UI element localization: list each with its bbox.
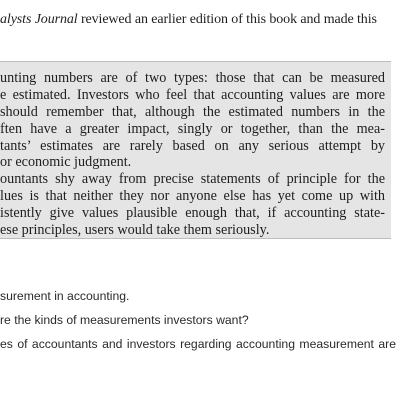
- quote-line: e estimated. Investors who feel that accounting values are more: [0, 86, 385, 103]
- question-item: es of accountants and investors regarding accounting measurement are: [0, 337, 396, 351]
- quotation-box: [0, 61, 391, 239]
- quote-line: should remember that, although the estimated numbers in the: [0, 103, 385, 120]
- quote-line: lues is that neither they nor anyone else has yet come up with: [0, 188, 385, 205]
- intro-paragraph: [0, 11, 377, 28]
- question-item: re the kinds of measurements investors want?: [0, 313, 249, 327]
- quote-line: unting numbers are of two types: those that can be measured: [0, 70, 385, 86]
- quote-line: ese principles, users would take them seriously.: [0, 222, 270, 239]
- quote-line: ountants shy away from precise statements of principle for the: [0, 171, 385, 188]
- discussion-questions: [0, 288, 396, 351]
- quote-line: istently give values plausible enough that, if accounting state-: [0, 205, 385, 222]
- quote-line: ften have a greater impact, singly or together, than the mea-: [0, 120, 385, 137]
- quotation-text: [0, 70, 385, 239]
- quote-line: or economic judgment.: [0, 154, 132, 171]
- intro-text: reviewed an earlier edition of this book and made this: [77, 12, 377, 27]
- journal-title: alysts Journal: [0, 12, 78, 27]
- quote-line: tants’ estimates are rarely based on any serious attempt by: [0, 137, 385, 154]
- question-item: surement in accounting.: [0, 289, 130, 303]
